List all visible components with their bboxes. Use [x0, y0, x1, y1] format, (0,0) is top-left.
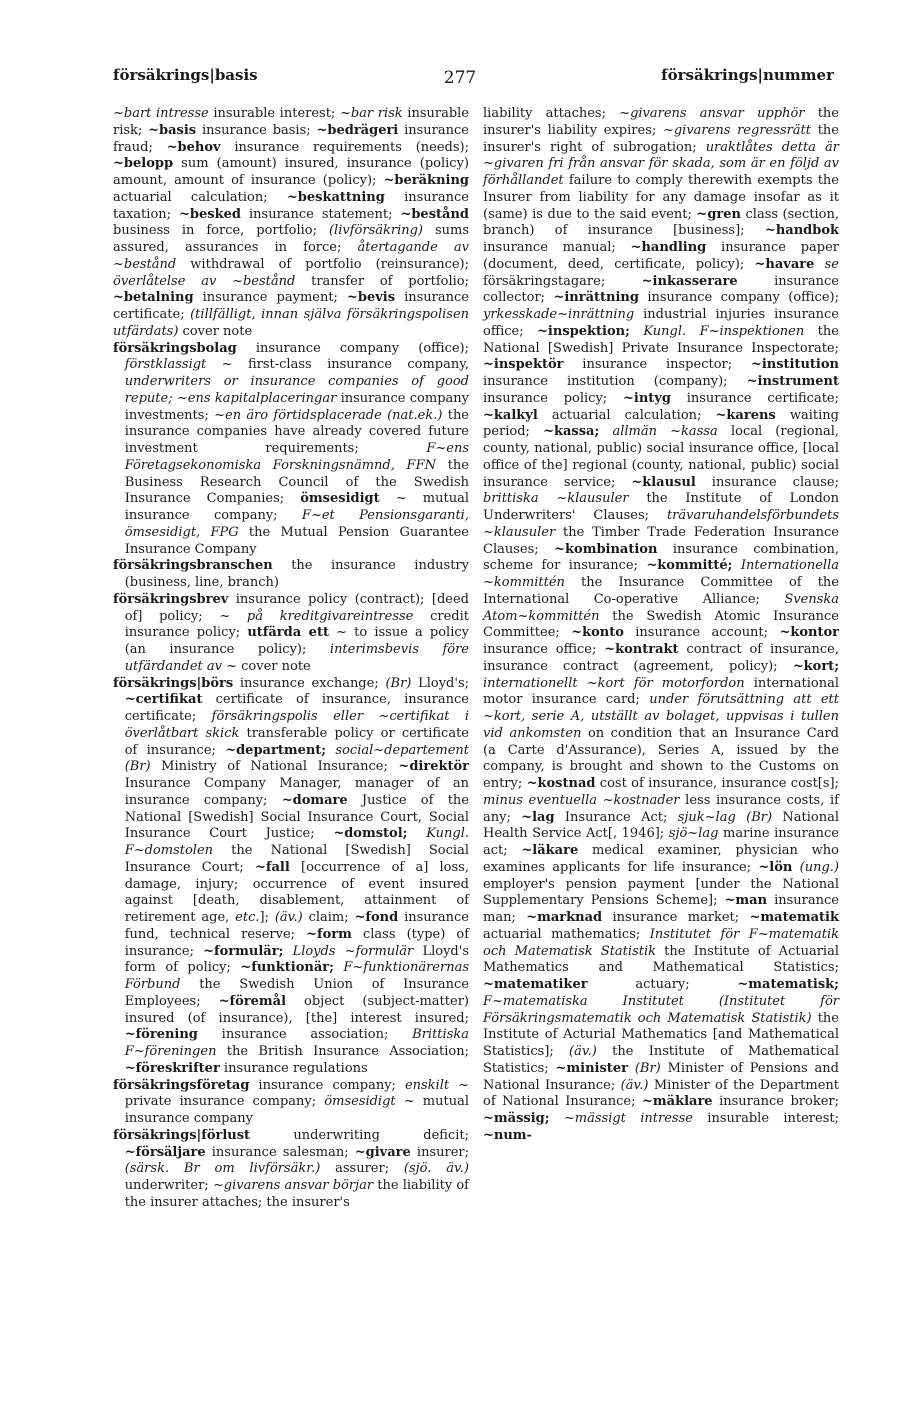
translation-text: insurance market; — [602, 910, 750, 925]
headword: ~inspektör — [483, 357, 564, 373]
translation-text: class (type) of insurance; — [124, 926, 470, 959]
translation-text — [599, 424, 612, 439]
translation-text: the National [Swedish] Social Insurance Court; — [124, 843, 469, 875]
headword: ~kommitté; — [646, 558, 733, 574]
translation-text: on condition that an Insurance Card (a Carte d'Assurance), Series A, issued by the company, is brought and shown to the Customs on entry; — [483, 725, 840, 791]
swedish-phrase: (tillfälligt, innan själva försäkringspolisen utfärdats) — [113, 307, 470, 339]
translation-text: insurer; — [410, 1144, 469, 1160]
translation-text: Minister of the Department of National Insurance; — [483, 1077, 839, 1110]
translation-text: less insurance costs, if any; — [483, 792, 839, 825]
dictionary-entry — [113, 341, 469, 559]
swedish-phrase: social~departement (Br) — [124, 742, 469, 775]
headword: ~inrättning — [553, 290, 639, 306]
translation-text: international motor insurance card; — [483, 675, 839, 708]
headword: ~föremål — [218, 993, 287, 1009]
headword: ~department; — [225, 742, 327, 758]
headword: ~marknad — [526, 910, 603, 925]
headword: försäkringsbrev — [113, 591, 229, 607]
swedish-phrase: ~ens kapitalplaceringar — [176, 390, 337, 406]
running-head-left: försäkrings|basis — [113, 66, 258, 84]
translation-text: the insurance industry (business, line, branch) — [124, 558, 469, 590]
swedish-phrase: (särsk. Br om livförsäkr.) — [124, 1161, 321, 1177]
swedish-phrase: sjuk~lag (Br) — [677, 809, 773, 825]
headword: ~kassa; — [543, 424, 600, 440]
headword: ~form — [306, 926, 352, 942]
translation-text: withdrawal of portfolio (reinsurance); — [176, 256, 469, 272]
translation-text: waiting period; — [483, 407, 839, 440]
headword: ~bedrägeri — [316, 122, 399, 138]
headword: ~matematiker — [483, 977, 588, 992]
translation-text: insurance certificate; — [670, 390, 839, 406]
running-head-right: försäkrings|nummer — [661, 66, 834, 84]
swedish-phrase: allmän ~kassa — [612, 424, 718, 440]
swedish-phrase: Institutet för F~matematik och Matematisk Statistik — [483, 926, 839, 959]
headword: ~bestånd — [400, 206, 469, 222]
swedish-phrase: trävaruhandelsförbundets ~klausuler — [483, 508, 839, 540]
translation-text: marine insurance act; — [483, 826, 839, 858]
swedish-phrase: enskilt ~ — [404, 1077, 469, 1093]
translation-text: the British Insurance Association; — [216, 1044, 469, 1059]
translation-text: claim; — [302, 910, 355, 925]
headword: ~certifikat — [124, 692, 203, 708]
headword: ~belopp — [113, 156, 174, 172]
dictionary-entry — [113, 592, 469, 676]
headword: ~besked — [179, 206, 241, 222]
swedish-phrase: Internationella ~kommittén — [483, 558, 839, 590]
headword: försäkrings|förlust — [113, 1127, 251, 1143]
translation-text: insurance regulations — [219, 1060, 368, 1076]
headword: ~mäklare — [642, 1094, 713, 1110]
translation-text: transferable policy or certificate of insurance; — [124, 725, 470, 758]
swedish-phrase: (äv.) — [569, 1044, 597, 1059]
translation-text — [814, 257, 824, 272]
swedish-phrase: interimsbevis före utfärdandet av ~ — [124, 642, 469, 674]
translation-text: the Institute of Acturial Mathematics [and Mathematical Statistics]; — [483, 1010, 839, 1059]
headword: utfärda ett — [247, 625, 329, 641]
headword: ~havare — [754, 256, 815, 272]
translation-text: underwriter; — [124, 1178, 213, 1193]
headword: ~num- — [483, 1127, 532, 1143]
dictionary-entry — [113, 558, 469, 592]
translation-text: ~ to issue a policy (an insurance policy); — [124, 625, 469, 657]
swedish-phrase: (ung.) — [799, 859, 839, 875]
translation-text: sums assured, assurances in force; — [113, 223, 469, 255]
swedish-phrase: ~ på kreditgivareintresse — [219, 608, 414, 624]
headword: ~handling — [630, 240, 707, 255]
translation-text: insurance manual; — [483, 240, 631, 255]
headword: ~givare — [354, 1144, 411, 1160]
swedish-phrase: yrkesskade~inrättning — [483, 307, 635, 322]
headword: ~kombination — [554, 541, 658, 557]
headword: ~bevis — [346, 290, 396, 306]
headword: ~fond — [354, 910, 399, 925]
translation-text: the Institute of Mathematical Statistics; — [483, 1044, 839, 1076]
translation-text — [792, 860, 799, 875]
entry-continuation — [113, 106, 469, 341]
translation-text: the insurer's right of subrogation; — [483, 122, 839, 155]
translation-text: the National [Swedish] Private Insurance Inspectorate; — [483, 323, 839, 356]
swedish-phrase: (sjö. äv.) — [403, 1161, 469, 1177]
headword: ~formulär; — [203, 943, 284, 959]
headword: ~institution — [750, 357, 839, 373]
translation-text: actuarial mathematics; — [483, 926, 650, 942]
headword: försäkringsföretag — [113, 1077, 250, 1093]
translation-text: mutual insurance company — [124, 1094, 470, 1126]
headword: ~kontrakt — [604, 642, 679, 657]
translation-text: object (subject-matter) insured (of insurance), [the] interest insured; — [124, 993, 469, 1026]
headword: ~funktionär; — [240, 960, 334, 976]
translation-text: Lloyd's form of policy; — [124, 943, 469, 976]
translation-text: the Insurance Committee of the International Co-operative Alliance; — [483, 575, 839, 607]
translation-text: insurance salesman; — [205, 1144, 355, 1160]
translation-text: actuarial calculation; — [113, 189, 287, 205]
translation-text: the insurer's liability expires; — [483, 106, 839, 138]
swedish-phrase: Svenska Atom~kommittén — [483, 591, 839, 624]
headword: ~beräkning — [383, 173, 469, 188]
translation-text: assurer; — [320, 1161, 404, 1177]
swedish-phrase: Brittiska F~föreningen — [124, 1027, 469, 1059]
headword: ~man — [724, 893, 768, 909]
headword: ~domstol; — [333, 826, 408, 842]
headword: försäkringsbolag — [113, 340, 237, 356]
translation-text: insurance basis; — [196, 122, 317, 138]
translation-text: underwriting deficit; — [250, 1127, 469, 1143]
translation-text — [407, 826, 426, 841]
translation-text: insurance exchange; — [233, 675, 386, 691]
translation-text: insurance statement; — [240, 206, 401, 222]
dictionary-entry — [113, 1128, 469, 1212]
headword: ~läkare — [521, 843, 579, 858]
translation-text: insurance company (office); — [638, 290, 839, 306]
headword: ömsesidigt — [300, 491, 380, 507]
headword: ~mässig; — [483, 1111, 550, 1126]
swedish-phrase: Lloyds ~formulär — [292, 943, 414, 959]
translation-text: insurance taxation; — [113, 189, 469, 222]
headword: ~kostnad — [526, 776, 596, 791]
translation-text: insurable interest; — [692, 1111, 839, 1126]
translation-text: the Institute of London Underwriters' Clauses; — [483, 491, 839, 523]
dictionary-entry — [113, 1078, 469, 1128]
swedish-phrase: försäkringspolis eller ~certifikat i överlåtbart skick — [124, 709, 469, 741]
translation-text: cost of insurance, insurance cost[s]; — [595, 776, 839, 791]
translation-text: ]; — [259, 910, 275, 925]
translation-text: transfer of portfolio; — [295, 273, 469, 289]
headword: ~kontor — [779, 625, 839, 641]
translation-text: the Business Research Council of the Swedish Insurance Companies; — [124, 457, 469, 507]
swedish-phrase: (Br) — [634, 1060, 661, 1076]
translation-text: contract of insurance, insurance contract (agreement, policy); — [483, 642, 839, 674]
swedish-phrase: minus eventuella ~kostnader — [483, 792, 680, 808]
translation-text: the Institute of Actuarial Mathematics and Mathematical Statistics; — [483, 943, 839, 976]
headword: ~behov — [166, 139, 221, 155]
translation-text: liability attaches; — [483, 106, 620, 121]
headword: ~karens — [715, 407, 776, 423]
headword: ~direktör — [398, 759, 469, 775]
translation-text: insurance company (office); — [236, 340, 469, 356]
translation-text: the insurance companies have already covered future investment requirements; — [124, 407, 470, 456]
translation-text: industrial injuries insurance office; — [483, 307, 839, 339]
swedish-phrase: förstklassigt ~ — [124, 357, 233, 373]
translation-text: insurance company investments; — [124, 390, 469, 423]
translation-text: insurance policy; — [483, 390, 623, 406]
headword: ~förening — [124, 1027, 198, 1043]
translation-text — [550, 1111, 564, 1126]
translation-text: Lloyd's; — [411, 675, 469, 691]
translation-text: actuarial calculation; — [537, 407, 716, 423]
swedish-phrase: brittiska ~klausuler — [483, 491, 629, 507]
translation-text: insurable risk; — [113, 106, 470, 138]
headword: ~lön — [758, 859, 793, 875]
swedish-phrase: (äv.) — [274, 910, 303, 925]
dictionary-entry — [113, 676, 469, 1078]
headword: ~basis — [148, 122, 197, 138]
swedish-phrase: ömsesidigt ~ — [324, 1094, 415, 1110]
translation-text: insurance fraud; — [113, 122, 469, 155]
translation-text: certificate of insurance, insurance certificate; — [124, 692, 469, 724]
headword: ~matematik — [749, 910, 839, 925]
translation-text: the Mutual Pension Guarantee Insurance Company — [124, 524, 469, 557]
swedish-phrase: ~givarens ansvar upphör — [619, 106, 805, 121]
translation-text: Insurance Company Manager, manager of an insurance company; — [124, 776, 469, 808]
translation-text: business in force, portfolio; — [113, 223, 329, 239]
headword: försäkrings|börs — [113, 675, 234, 691]
translation-text: insurance broker; — [712, 1094, 839, 1110]
translation-text: local (regional, county, national, public) social insurance office, [local office of the] regional (county, national, public) social insurance service; — [483, 424, 839, 490]
translation-text: insurance clause; — [695, 474, 839, 490]
swedish-phrase: återtagande av ~bestånd — [113, 240, 469, 272]
translation-text: insurance requirements (needs); — [220, 139, 469, 155]
translation-text: Justice of the National [Swedish] Social Insurance Court, Social Insurance Court Justice; — [124, 792, 470, 842]
translation-text: sum (amount) insured, insurance (policy) amount, amount of insurance (policy); — [113, 156, 469, 188]
translation-text: Minister of Pensions and National Insurance; — [483, 1060, 840, 1093]
headword: ~inspektion; — [537, 323, 630, 339]
left-column — [113, 106, 469, 1212]
headword: ~kort; — [792, 658, 839, 674]
translation-text: insurance man; — [483, 893, 839, 925]
swedish-phrase: överlåtelse av ~bestånd — [113, 273, 296, 289]
translation-text — [334, 960, 343, 975]
swedish-phrase: Kungl. F~domstolen — [124, 826, 469, 858]
translation-text: the Timber Trade Federation Insurance Clauses; — [483, 524, 839, 557]
headword: ~försäljare — [124, 1144, 206, 1160]
headword: ~föreskrifter — [124, 1060, 220, 1076]
translation-text: ~ mutual insurance company; — [124, 491, 469, 523]
swedish-phrase: (Br) — [385, 675, 412, 691]
translation-text: insurance certificate; — [113, 290, 469, 322]
translation-text: Ministry of National Insurance; — [150, 759, 399, 775]
translation-text: insurance fund, technical reserve; — [124, 910, 469, 942]
swedish-phrase: under förutsättning att ett ~kort, serie A, utställt av bolaget, uppvisas i tullen vid ankomsten — [483, 692, 839, 741]
swedish-phrase: F~matematiska Institutet (Institutet för Försäkringsmatematik och Matematisk Statistik) — [483, 993, 839, 1026]
headword: ~domare — [281, 792, 348, 808]
translation-text: first-class insurance company, — [232, 357, 469, 373]
headword: ~lag — [521, 809, 555, 825]
translation-text: försäkringstagare; — [483, 273, 642, 289]
headword: ~handbok — [764, 223, 839, 239]
translation-text: insurance inspector; — [563, 357, 751, 373]
translation-text: cover note — [237, 658, 311, 674]
translation-text: the Swedish Atomic Insurance Committee; — [483, 608, 839, 641]
translation-text: insurance institution (company); — [483, 374, 747, 389]
swedish-phrase: sjö~lag — [668, 826, 719, 842]
translation-text: insurance association; — [197, 1027, 413, 1043]
swedish-phrase: underwriters or insurance companies of good repute; — [124, 374, 469, 406]
swedish-phrase: internationellt ~kort för motorfordon — [483, 675, 745, 691]
headword: ~gren — [696, 206, 741, 222]
translation-text: insurance payment; — [193, 290, 347, 306]
translation-text: the Swedish Union of Insurance Employees; — [124, 977, 469, 1009]
translation-text: cover note — [178, 323, 253, 339]
swedish-phrase: (livförsäkring) — [328, 223, 423, 239]
translation-text — [732, 558, 740, 573]
translation-text: insurance paper (document, deed, certificate, policy); — [483, 240, 840, 272]
translation-text: medical examiner, physician who examines applicants for life insurance; — [483, 843, 839, 875]
swedish-phrase: F~ens Företagsekonomiska Forskningsnämnd, FFN — [124, 441, 469, 473]
translation-text: class (section, branch) of insurance [business]; — [483, 206, 839, 239]
headword: ~matematisk; — [737, 977, 839, 992]
translation-text: insurance combination, scheme for insurance; — [483, 541, 839, 574]
headword: försäkringsbranschen — [113, 558, 273, 574]
translation-text: credit insurance policy; — [124, 608, 469, 641]
headword: ~kalkyl — [483, 407, 538, 423]
translation-text — [630, 324, 643, 339]
headword: ~fall — [255, 859, 290, 875]
translation-text — [628, 1061, 635, 1076]
headword: ~instrument — [746, 374, 839, 389]
headword: ~inkasserare — [641, 273, 738, 289]
right-column — [483, 106, 839, 1145]
headword: ~minister — [555, 1060, 628, 1076]
entry-continuation — [483, 106, 839, 1145]
translation-text: employer's pension payment [under the National Supplementary Pensions Scheme]; — [483, 876, 839, 909]
swedish-phrase: ~givarens regressrätt — [662, 122, 811, 138]
swedish-phrase: (äv.) — [620, 1077, 649, 1093]
translation-text: National Health Service Act[, 1946]; — [483, 809, 839, 842]
swedish-phrase: F~funktionärernas Förbund — [124, 960, 469, 992]
swedish-phrase: ~en äro förtidsplacerade (nat.ek.) — [214, 407, 443, 423]
translation-text: insurable interest; — [208, 106, 340, 121]
headword: ~betalning — [113, 290, 194, 306]
swedish-phrase: ~mässigt intresse — [563, 1111, 693, 1126]
swedish-phrase: ~givarens ansvar börjar — [212, 1178, 374, 1193]
swedish-phrase: F~et Pensionsgaranti, ömsesidigt, FPG — [124, 508, 469, 540]
translation-text: [occurrence of a] loss, damage, injury; occurrence of event insured against [death, disablement, attainment of retirement age, — [124, 859, 469, 925]
swedish-phrase: ~bart intresse — [113, 106, 209, 121]
swedish-phrase: Kungl. F~inspektionen — [643, 323, 805, 339]
translation-text: insurance collector; — [483, 273, 839, 306]
translation-text: insurance account; — [623, 625, 780, 641]
translation-text: insurance policy (contract); [deed of] policy; — [124, 591, 469, 624]
translation-text — [283, 944, 292, 959]
translation-text: insurance office; — [483, 642, 605, 657]
swedish-phrase: se — [824, 256, 839, 272]
swedish-phrase: etc. — [235, 910, 260, 925]
translation-text: actuary; — [587, 977, 738, 992]
translation-text: private insurance company; — [124, 1094, 325, 1110]
headword: ~beskattning — [286, 189, 385, 205]
swedish-phrase: ~bar risk — [339, 106, 403, 121]
translation-text: the liability of the insurer attaches; the insurer's — [124, 1178, 469, 1210]
translation-text: Insurance Act; — [554, 809, 678, 825]
headword: ~konto — [571, 625, 624, 641]
swedish-phrase: uraktlåtes detta är ~givaren fri från ansvar för skada, som är en följd av förhållandet — [483, 139, 839, 188]
translation-text: failure to comply therewith exempts the Insurer from liability for any damage insofar as it (same) is due to the said event; — [483, 173, 839, 222]
page-number: 277 — [443, 68, 477, 88]
headword: ~intyg — [622, 390, 671, 406]
translation-text: insurance company; — [249, 1077, 405, 1093]
headword: ~klausul — [631, 474, 696, 490]
